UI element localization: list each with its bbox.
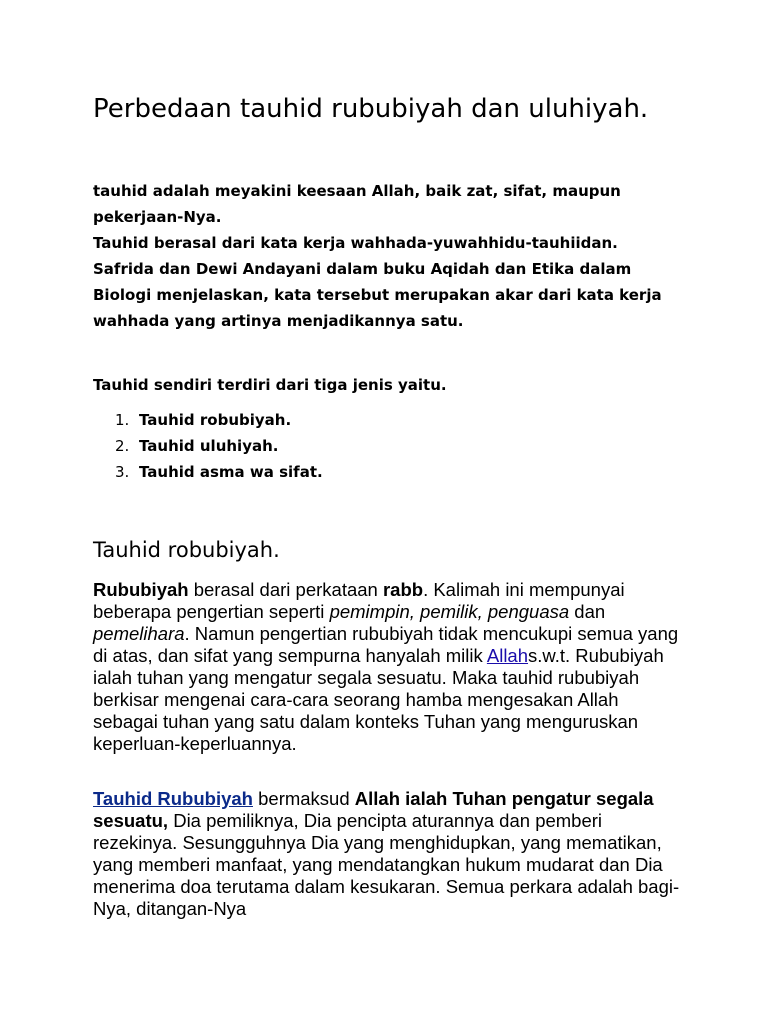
- types-intro: Tauhid sendiri terdiri dari tiga jenis yaitu.: [93, 376, 447, 394]
- list-label: Tauhid robubiyah.: [139, 411, 292, 429]
- bold-term: Rububiyah: [93, 579, 189, 600]
- list-number: 1.: [115, 411, 130, 429]
- list-number: 3.: [115, 463, 130, 481]
- list-label: Tauhid asma wa sifat.: [139, 463, 323, 481]
- page-title: Perbedaan tauhid rububiyah dan uluhiyah.: [93, 94, 649, 124]
- types-list: [93, 407, 323, 485]
- section-heading: Tauhid robubiyah.: [93, 538, 280, 562]
- list-item: [93, 433, 323, 459]
- italic-term: pemelihara: [93, 623, 185, 644]
- allah-link[interactable]: Allah: [486, 645, 529, 666]
- text-run: s.w.t. Rububiyah ialah tuhan yang mengatur segala sesuatu. Maka tauhid rububiyah berkisar mengenai cara-cara seorang hamba mengesakan Allah sebagai tuhan yang satu dalam konteks Tuhan yang menguruskan keperluan-keperluannya.: [93, 645, 664, 754]
- text-run: Dia pemiliknya, Dia pencipta aturannya dan pemberi rezekinya. Sesungguhnya Dia yang menghidupkan, yang mematikan, yang memberi manfaat, yang mendatangkan hukum mudarat dan Dia menerima doa terutama dalam kesukaran. Semua perkara adalah bagi-Nya, ditangan-Nya: [93, 810, 680, 919]
- list-item: [93, 459, 323, 485]
- bold-term: rabb: [382, 579, 424, 600]
- text-run: . Namun pengertian rububiyah tidak mencukupi semua yang di atas, dan sifat yang sempurna hanyalah milik: [93, 623, 679, 666]
- italic-term: pemimpin, pemilik, penguasa: [329, 601, 570, 622]
- text-run: bermaksud: [252, 788, 355, 809]
- text-run: dan: [569, 601, 606, 622]
- text-run: . Kalimah ini mempunyai beberapa pengertian seperti: [93, 579, 625, 622]
- list-label: Tauhid uluhiyah.: [139, 437, 279, 455]
- list-number: 2.: [115, 437, 130, 455]
- rububiyah-meaning-paragraph: [93, 788, 683, 920]
- intro-section: [93, 178, 683, 334]
- bold-term: Allah ialah Tuhan pengatur segala sesuatu,: [93, 788, 654, 831]
- rububiyah-paragraph: [93, 579, 683, 755]
- tauhid-rububiyah-link[interactable]: Tauhid Rububiyah: [93, 788, 253, 809]
- text-run: berasal dari perkataan: [188, 579, 383, 600]
- list-item: [93, 407, 323, 433]
- intro-definition: tauhid adalah meyakini keesaan Allah, baik zat, sifat, maupun pekerjaan-Nya.: [93, 182, 621, 226]
- intro-etymology: Tauhid berasal dari kata kerja wahhada-yuwahhidu-tauhiidan. Safrida dan Dewi Andayani dalam buku Aqidah dan Etika dalam Biologi menjelaskan, kata tersebut merupakan akar dari kata kerja wahhada yang artinya menjadikannya satu.: [93, 234, 662, 330]
